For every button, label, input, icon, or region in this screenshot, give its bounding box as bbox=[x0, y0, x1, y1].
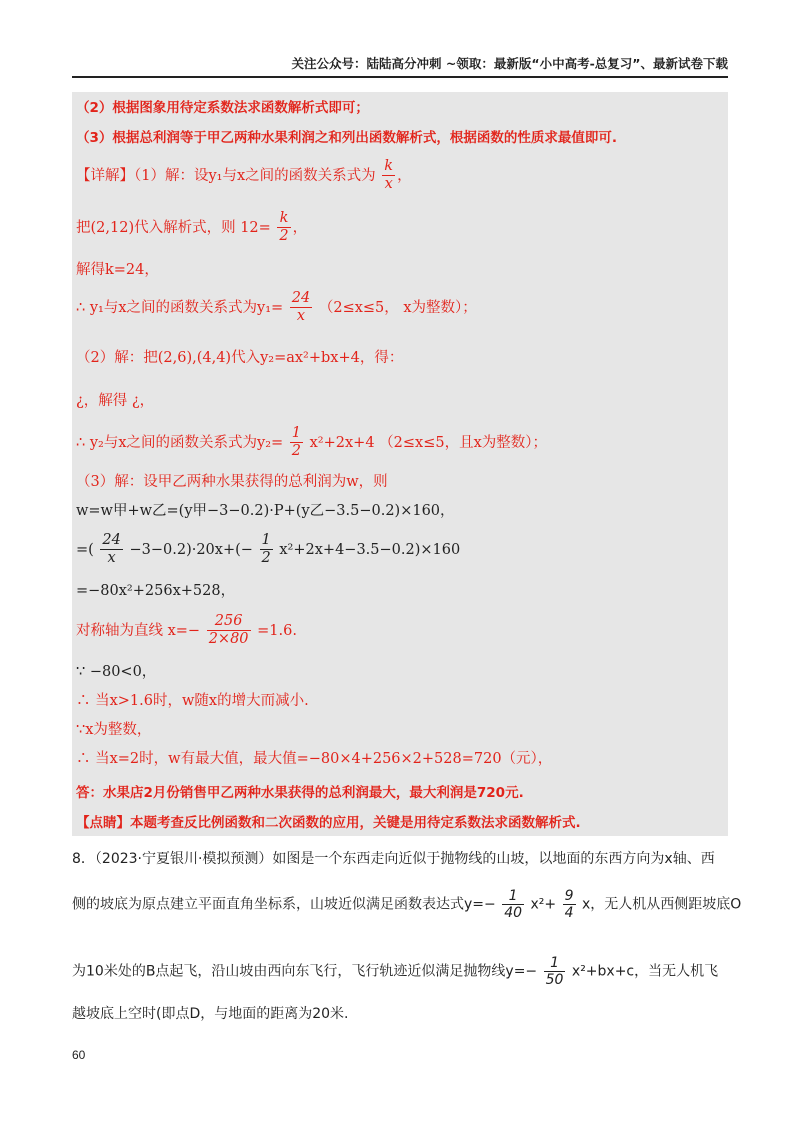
w-equation-3: =−80x²+256x+528， bbox=[76, 583, 236, 599]
solve-k: 解得k=24， bbox=[76, 262, 159, 278]
q8-l2-mid: x²+ bbox=[530, 896, 557, 913]
question-8-line-1: 8．（2023·宁夏银川·模拟预测）如图是一个东西走向近似于抛物线的山坡，以地面的东西方向为x轴、西 bbox=[72, 851, 715, 867]
header-text: 关注公众号：陆陆高分冲刺 ~领取：最新版“小中高考-总复习”、最新试卷下载 bbox=[291, 56, 728, 71]
hint-2: （2）根据图象用待定系数法求函数解析式即可； bbox=[76, 100, 369, 116]
solution-box bbox=[72, 92, 728, 836]
detail-intro-line: 【详解】（1）解：设y₁与x之间的函数关系式为 $\frac{k}{x}$ ， bbox=[76, 158, 412, 193]
fraction: $\frac{1}{50}$ bbox=[545, 955, 564, 988]
w-eq2-prefix: =( bbox=[76, 541, 94, 558]
part-3: （3）解：设甲乙两种水果获得的总利润为w，则 bbox=[76, 474, 388, 490]
fraction: $\frac{1}{2}$ bbox=[261, 532, 271, 567]
relation-2-suffix: x²+2x+4 （2≤x≤5，且x为整数）； bbox=[309, 434, 548, 451]
q8-l2-prefix: 侧的坡底为原点建立平面直角坐标系，山坡近似满足函数表达式y=− bbox=[72, 896, 496, 913]
question-8-line-3 bbox=[72, 955, 718, 988]
axis-suffix: =1.6. bbox=[257, 622, 297, 639]
substitution-text: 把(2,12)代入解析式，则 12= bbox=[76, 219, 271, 236]
fraction: $\frac{1}{2}$ bbox=[291, 425, 302, 460]
therefore-line-1: ∴ 当x>1.6时，w随x的增大而减小. bbox=[76, 693, 309, 709]
fraction: $\frac{1}{40}$ bbox=[504, 888, 523, 921]
detail-intro: 【详解】（1）解：设y₁与x之间的函数关系式为 bbox=[76, 167, 376, 184]
substitution-line: 把(2,12)代入解析式，则 12= $\frac{k}{2}$ ， bbox=[76, 210, 308, 245]
because-line: ∵ −80<0， bbox=[76, 664, 157, 680]
relation-2 bbox=[76, 425, 547, 461]
axis-prefix: 对称轴为直线 x=− bbox=[76, 622, 201, 639]
comment-line: 【点睛】本题考查反比例函数和二次函数的应用，关键是用待定系数法求函数解析式. bbox=[76, 815, 581, 831]
w-equation-1: w=w甲+w乙=(y甲−3−0.2)·P+(y乙−3.5−0.2)×160， bbox=[76, 503, 455, 519]
q8-l2-suffix: x，无人机从西侧距坡底O bbox=[581, 896, 742, 913]
therefore-line-2: ∴ 当x=2时，w有最大值，最大值=−80×4+256×2+528=720（元）， bbox=[76, 751, 553, 767]
page-header bbox=[72, 54, 728, 78]
relation-1-prefix: ∴ y₁与x之间的函数关系式为y₁= bbox=[76, 299, 284, 316]
fraction: $\frac{k}{2}$ bbox=[279, 210, 289, 245]
w-eq2-suffix: x²+2x+4−3.5−0.2)×160 bbox=[279, 541, 461, 558]
page-number: 60 bbox=[72, 1048, 86, 1062]
fraction: $\frac{24}{x}$ bbox=[291, 290, 311, 325]
garbled-line: ¿，解得 ¿， bbox=[76, 393, 155, 409]
answer-line: 答：水果店2月份销售甲乙两种水果获得的总利润最大，最大利润是720元. bbox=[76, 785, 524, 801]
relation-1-suffix: （2≤x≤5， x为整数）； bbox=[318, 299, 477, 316]
part-2: （2）解：把(2,6),(4,4)代入y₂=ax²+bx+4，得： bbox=[76, 350, 404, 366]
question-8-line-2 bbox=[72, 888, 741, 921]
question-8-line-4: 越坡底上空时(即点D，与地面的距离为20米. bbox=[72, 1006, 349, 1022]
relation-1 bbox=[76, 290, 477, 326]
q8-l3-suffix: x²+bx+c，当无人机飞 bbox=[571, 963, 719, 980]
relation-2-prefix: ∴ y₂与x之间的函数关系式为y₂= bbox=[76, 434, 284, 451]
fraction: $\frac{k}{x}$ bbox=[384, 158, 394, 193]
fraction: $\frac{256}{2\times 80}$ bbox=[208, 613, 249, 648]
w-equation-2 bbox=[76, 532, 460, 568]
w-eq2-mid: −3−0.2)·20x+(− bbox=[129, 541, 253, 558]
q8-l3-prefix: 为10米处的B点起飞，沿山坡由西向东飞行，飞行轨迹近似满足抛物线y=− bbox=[72, 963, 538, 980]
fraction: $\frac{9}{4}$ bbox=[564, 888, 574, 921]
because-line-2: ∵x为整数， bbox=[76, 722, 152, 738]
fraction: $\frac{24}{x}$ bbox=[102, 532, 121, 567]
axis-line bbox=[76, 613, 297, 649]
hint-3: （3）根据总利润等于甲乙两种水果利润之和列出函数解析式，根据函数的性质求最值即可. bbox=[76, 130, 618, 146]
